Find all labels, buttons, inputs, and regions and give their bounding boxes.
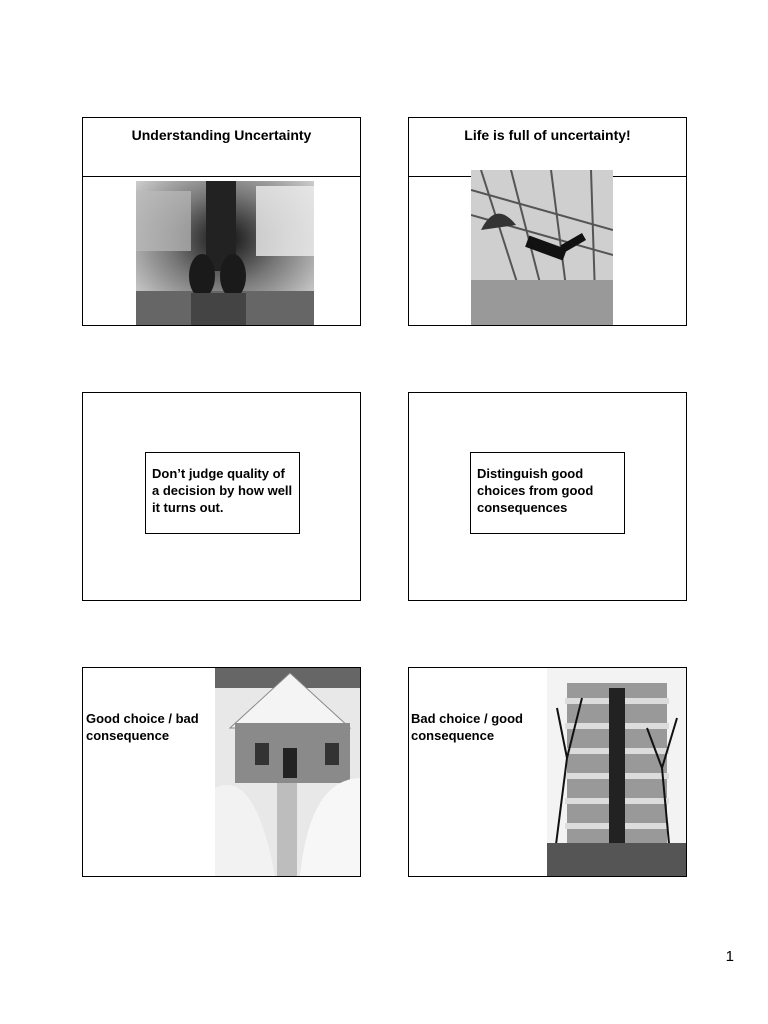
falling-man-umbrella-photo — [471, 170, 613, 326]
slide-1 — [82, 117, 361, 326]
decision-quality-textbox: Don’t judge quality of a decision by how well it turns out. — [145, 452, 300, 534]
feet-over-city-photo — [136, 181, 314, 326]
slide-5 — [82, 667, 361, 877]
slide-3 — [82, 392, 361, 601]
slide-6 — [408, 667, 687, 877]
slide-title: Understanding Uncertainty — [83, 118, 360, 177]
slide-4 — [408, 392, 687, 601]
apartment-tower-photo — [547, 668, 687, 876]
choices-consequences-textbox: Distinguish good choices from good consequences — [470, 452, 625, 534]
slide-title: Life is full of uncertainty! — [409, 118, 686, 177]
slide-label: Bad choice / good consequence — [411, 711, 523, 743]
snowy-house-photo — [215, 668, 361, 876]
page-number: 1 — [725, 948, 734, 965]
slide-2 — [408, 117, 687, 326]
slide-label: Good choice / bad consequence — [86, 711, 199, 743]
